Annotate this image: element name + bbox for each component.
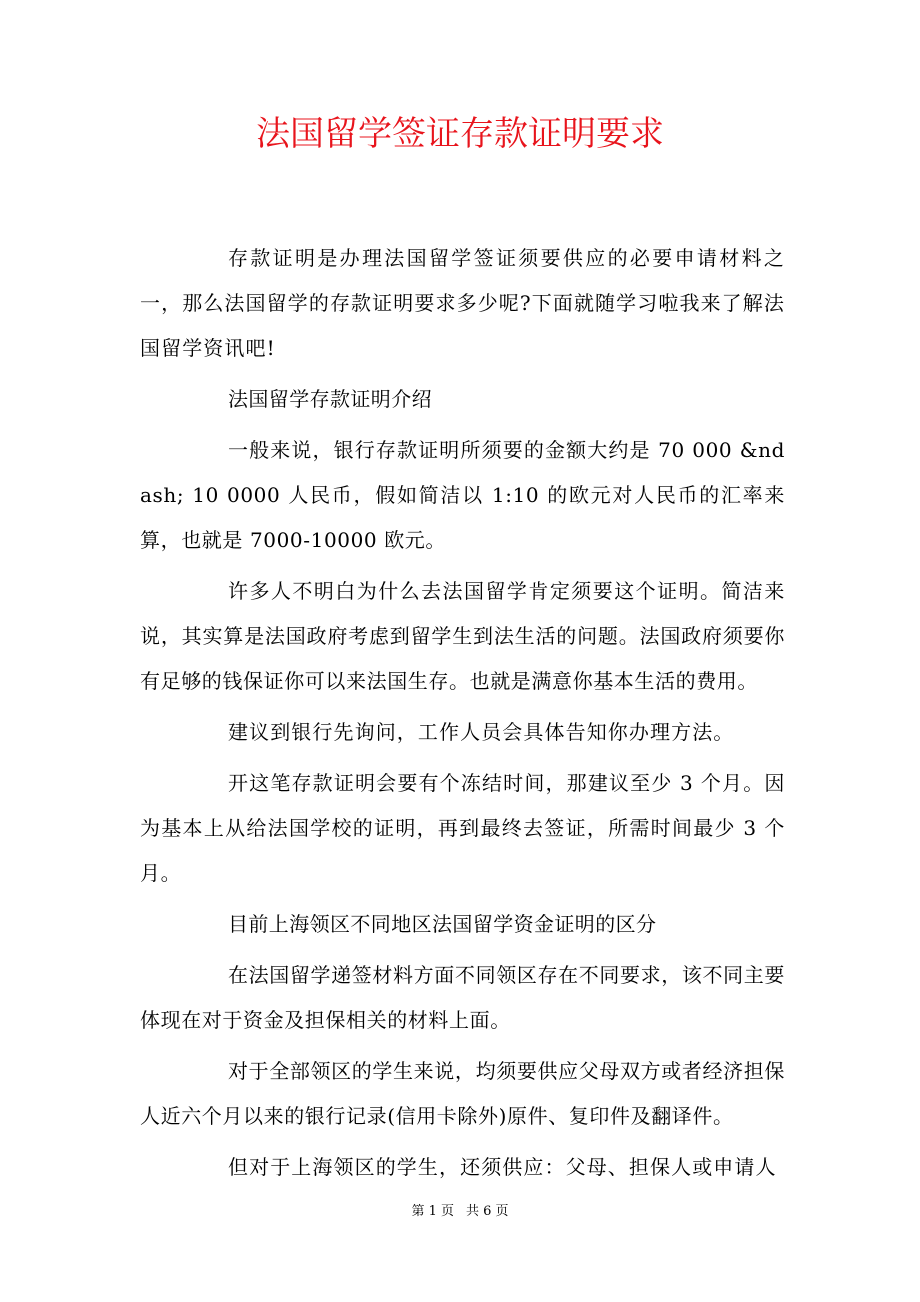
paragraph-freeze-time: 开这笔存款证明会要有个冻结时间，那建议至少 3 个月。因为基本上从给法国学校的证明，再到最终去签证，所需时间最少 3 个月。: [140, 771, 785, 885]
paragraph-amount: 一般来说，银行存款证明所须要的金额大约是 70 000 &ndash; 10 0000 人民币，假如简洁以 1:10 的欧元对人民币的汇率来算，也就是 7000-10000 欧元。: [140, 438, 785, 552]
paragraph-bank-advice: 建议到银行先询问，工作人员会具体告知你办理方法。: [228, 720, 735, 744]
page-footer: [0, 1203, 920, 1221]
page-total: 共 6 页: [466, 1204, 509, 1219]
paragraph-reason: 许多人不明白为什么去法国留学肯定须要这个证明。简洁来说，其实算是法国政府考虑到留学生到法生活的问题。法国政府须要你有足够的钱保证你可以来法国生存。也就是满意你基本生活的费用。: [140, 579, 785, 693]
paragraph-bank-records: 对于全部领区的学生来说，均须要供应父母双方或者经济担保人近六个月以来的银行记录(信用卡除外)原件、复印件及翻译件。: [140, 1059, 785, 1128]
paragraph-district-requirements: 在法国留学递签材料方面不同领区存在不同要求，该不同主要体现在对于资金及担保相关的材料上面。: [140, 963, 785, 1032]
document-body: [140, 236, 785, 1196]
document-title: 法国留学签证存款证明要求: [256, 114, 664, 154]
paragraph-shanghai-extra: 但对于上海领区的学生，还须供应：父母、担保人或申请人: [228, 1155, 777, 1179]
section-heading-introduction: 法国留学存款证明介绍: [228, 387, 432, 411]
page-number: 第 1 页: [411, 1204, 454, 1219]
paragraph-intro: 存款证明是办理法国留学签证须要供应的必要申请材料之一，那么法国留学的存款证明要求多少呢?下面就随学习啦我来了解法国留学资讯吧!: [140, 246, 785, 360]
section-heading-shanghai: 目前上海领区不同地区法国留学资金证明的区分: [228, 912, 657, 936]
